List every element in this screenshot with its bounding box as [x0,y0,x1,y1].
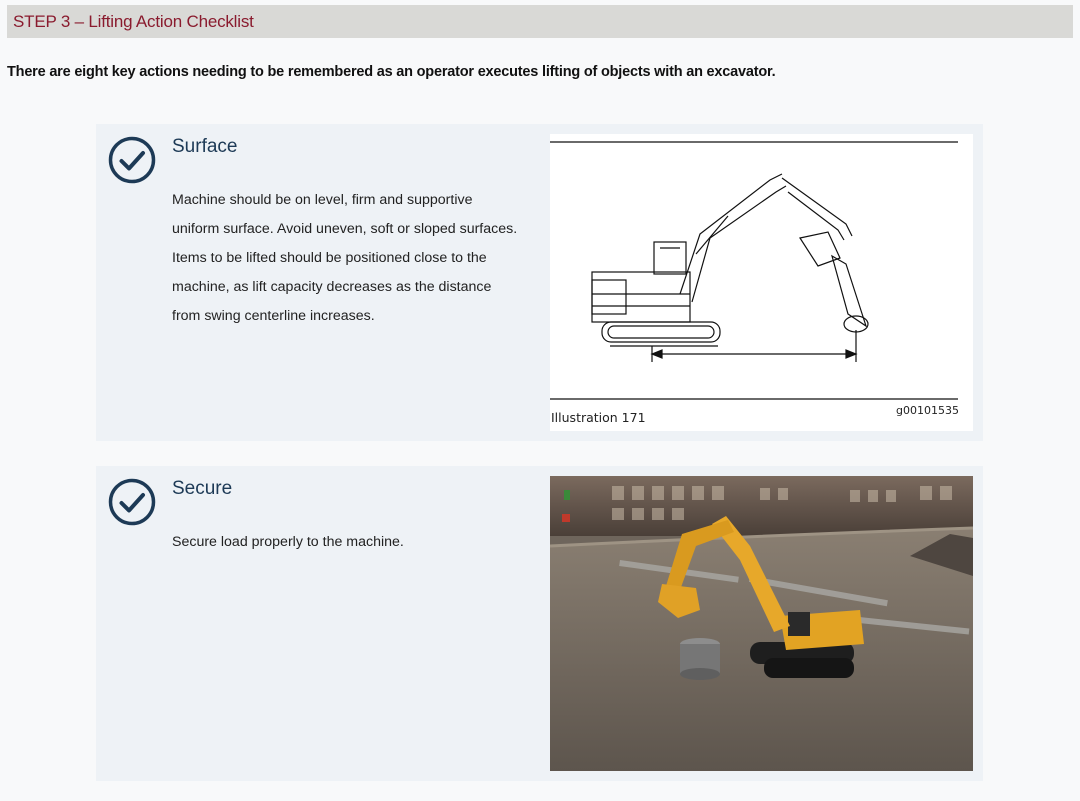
excavator-simulation-image [550,476,973,771]
checklist-card-secure [96,466,983,781]
checklist-card-surface [96,124,983,441]
excavator-line-drawing [550,134,973,431]
card-title: Secure [172,478,233,499]
page-title: STEP 3 – Lifting Action Checklist [13,11,254,31]
excavator-illustration [550,134,973,431]
illustration-code: g00101535 [896,404,959,417]
step-header [7,5,1073,38]
intro-text: There are eight key actions needing to be remembered as an operator executes lifting of objects with an excavator. [7,64,776,80]
check-circle-icon [108,136,156,184]
excavator-scene [550,476,973,771]
check-circle-icon [108,478,156,526]
illustration-caption: Illustration 171 [551,410,646,425]
card-text: Machine should be on level, firm and supportive uniform surface. Avoid uneven, soft or sloped surfaces. Items to be lifted should be positioned close to the machine, as lift capacity decreases as the distance from swing centerline increases. [172,192,518,324]
card-text: Secure load properly to the machine. [172,534,404,550]
card-title: Surface [172,136,238,157]
